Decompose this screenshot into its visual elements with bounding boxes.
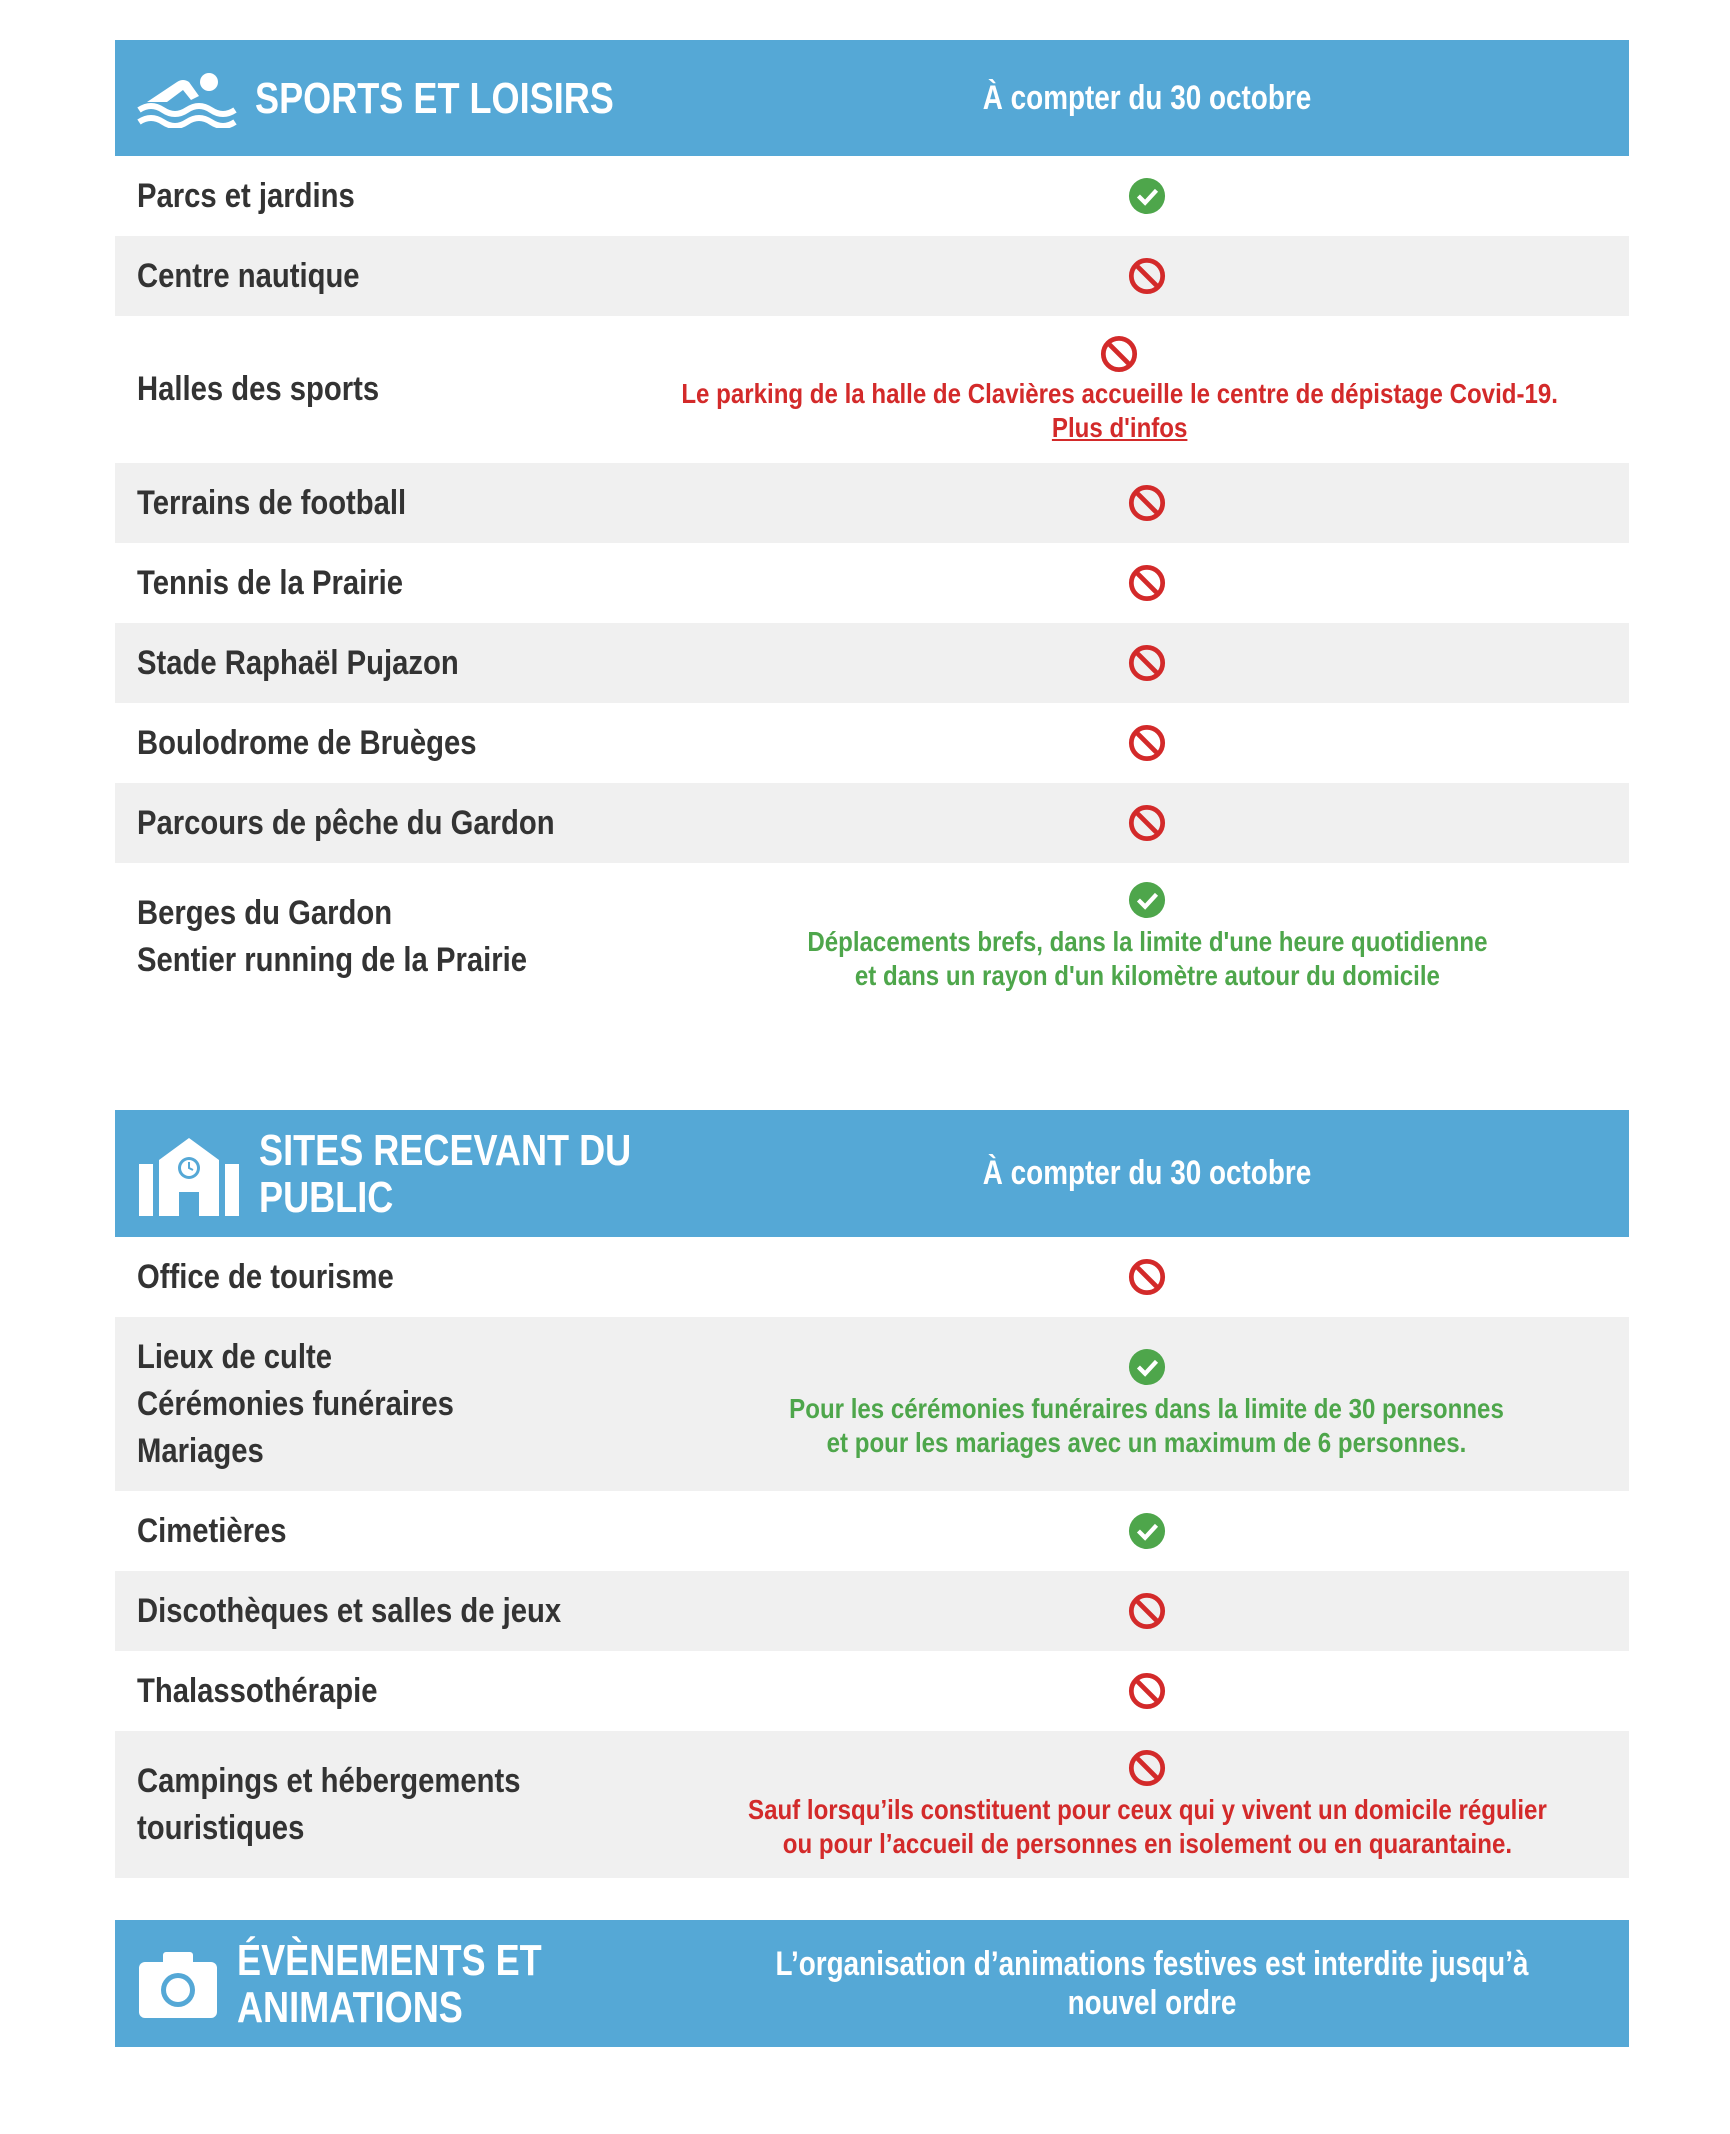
- row-label: Halles des sports: [137, 370, 380, 408]
- table-row: [115, 1491, 1629, 1571]
- check-circle-icon: [1128, 1348, 1166, 1386]
- row-label: Sentier running de la Prairie: [137, 941, 527, 979]
- row-label: Mariages: [137, 1431, 264, 1470]
- prohibited-icon: [1128, 564, 1166, 602]
- row-label: Campings et hébergements: [137, 1761, 521, 1800]
- sports-header-left: [115, 68, 665, 128]
- events-title-line1: ÉVÈNEMENTS ET: [237, 1935, 542, 1985]
- sports-date-header: À compter du 30 octobre: [982, 78, 1312, 117]
- row-note: Sauf lorsqu’ils constituent pour ceux qui y vivent un domicile régulier: [747, 1793, 1547, 1825]
- table-row: [115, 863, 1629, 1011]
- row-label: Lieux de culte: [137, 1337, 332, 1376]
- row-label: touristiques: [137, 1808, 305, 1847]
- table-row: [115, 156, 1629, 236]
- table-row: [115, 783, 1629, 863]
- prohibited-icon: [1128, 644, 1166, 682]
- events-header: [115, 1920, 1629, 2047]
- prohibited-icon: [1128, 804, 1166, 842]
- row-label: Centre nautique: [137, 256, 360, 295]
- public-sites-header-left: [115, 1127, 665, 1221]
- table-row: [115, 1651, 1629, 1731]
- plus-infos-link[interactable]: Plus d'infos: [1051, 411, 1188, 443]
- row-note: Pour les cérémonies funéraires dans la limite de 30 personnes: [789, 1393, 1505, 1424]
- row-note: ou pour l’accueil de personnes en isolement ou en quarantaine.: [782, 1827, 1512, 1859]
- table-row: [115, 1317, 1629, 1491]
- events-header-left: [115, 1937, 675, 2031]
- public-sites-table: [115, 1110, 1629, 1878]
- row-note: Déplacements brefs, dans la limite d'une heure quotidienne: [806, 926, 1488, 957]
- row-label: Stade Raphaël Pujazon: [137, 643, 459, 682]
- check-circle-icon: [1128, 881, 1166, 919]
- row-label: Terrains de football: [137, 483, 407, 522]
- check-circle-icon: [1128, 1512, 1166, 1550]
- public-sites-title-line2: PUBLIC: [259, 1172, 394, 1222]
- row-label: Berges du Gardon: [137, 894, 393, 932]
- public-sites-date-header: À compter du 30 octobre: [982, 1154, 1312, 1192]
- events-table: [115, 1920, 1629, 2047]
- public-sites-header: [115, 1110, 1629, 1237]
- row-label: Boulodrome de Bruèges: [137, 723, 477, 762]
- table-row: [115, 703, 1629, 783]
- row-note: Le parking de la halle de Clavières accueille le centre de dépistage Covid-19.: [681, 377, 1558, 409]
- row-label: Discothèques et salles de jeux: [137, 1591, 562, 1630]
- public-sites-title-line1: SITES RECEVANT DU: [259, 1125, 632, 1175]
- row-label: Parcours de pêche du Gardon: [137, 803, 555, 842]
- sports-header: [115, 40, 1629, 156]
- prohibited-icon: [1128, 257, 1166, 295]
- row-label: Cérémonies funéraires: [137, 1384, 454, 1423]
- row-label: Thalassothérapie: [137, 1671, 378, 1710]
- row-note: et pour les mariages avec un maximum de 6 personnes.: [827, 1427, 1467, 1458]
- table-row: [115, 236, 1629, 316]
- prohibited-icon: [1100, 335, 1138, 373]
- prohibited-icon: [1128, 1592, 1166, 1630]
- prohibited-icon: [1128, 1672, 1166, 1710]
- table-row: [115, 623, 1629, 703]
- sports-table: [115, 40, 1629, 1011]
- building-clock-icon: [137, 1130, 241, 1218]
- table-row: [115, 1571, 1629, 1651]
- row-label: Office de tourisme: [137, 1257, 394, 1296]
- row-label: Cimetières: [137, 1511, 287, 1550]
- row-note: et dans un rayon d'un kilomètre autour du domicile: [854, 960, 1440, 991]
- events-notice: L’organisation d’animations festives est interdite jusqu’à nouvel ordre: [775, 1944, 1529, 2022]
- prohibited-icon: [1128, 1749, 1166, 1787]
- camera-icon: [137, 1948, 219, 2020]
- swimmer-icon: [137, 68, 237, 128]
- row-label: Tennis de la Prairie: [137, 563, 403, 602]
- table-row: [115, 463, 1629, 543]
- events-title-line2: ANIMATIONS: [237, 1982, 463, 2032]
- sports-title: SPORTS ET LOISIRS: [255, 73, 614, 123]
- prohibited-icon: [1128, 484, 1166, 522]
- prohibited-icon: [1128, 1258, 1166, 1296]
- table-row: [115, 1237, 1629, 1317]
- table-row: [115, 543, 1629, 623]
- check-circle-icon: [1128, 177, 1166, 215]
- row-label: Parcs et jardins: [137, 176, 355, 215]
- table-row: [115, 1731, 1629, 1878]
- prohibited-icon: [1128, 724, 1166, 762]
- table-row: [115, 316, 1629, 463]
